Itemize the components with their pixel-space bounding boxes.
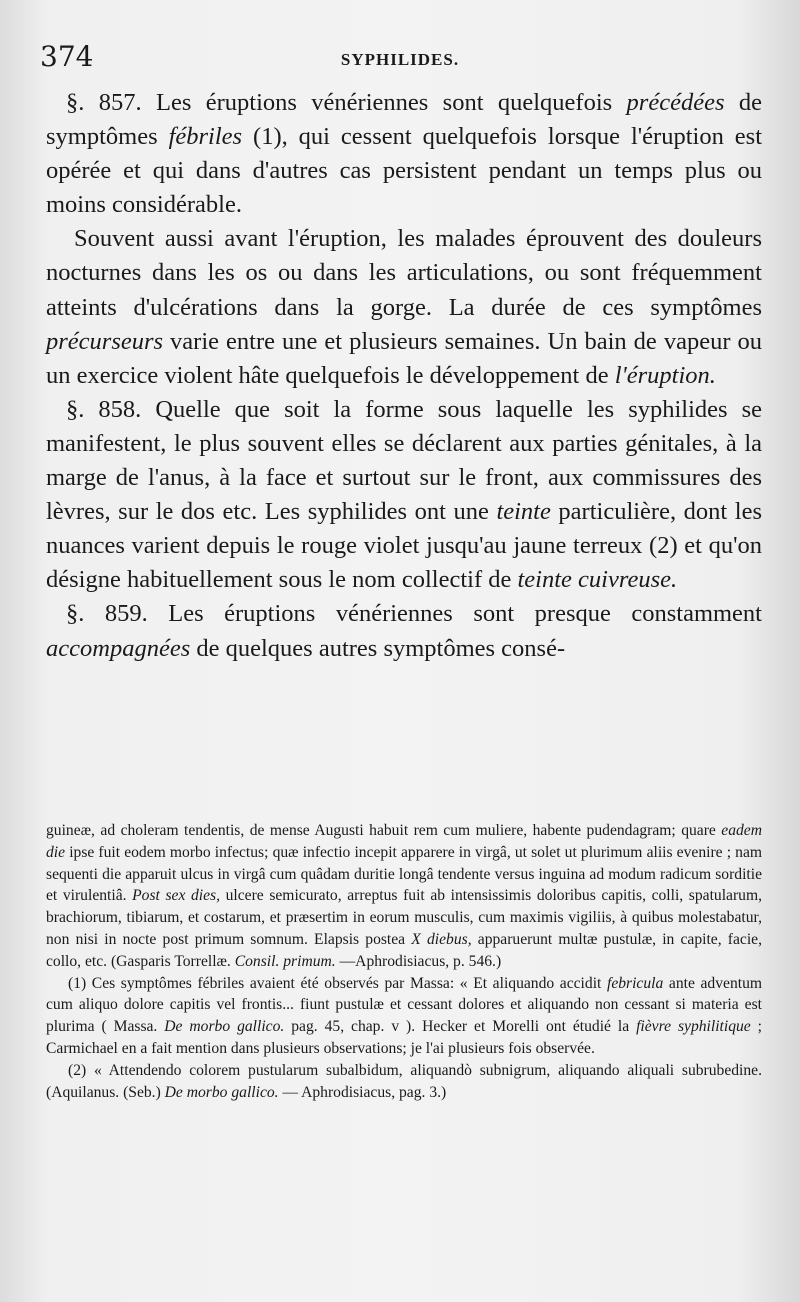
paragraph-859: §. 859. Les éruptions vénériennes sont presque constamment accompagnées de quelques autres symptômes consé- — [46, 600, 762, 662]
footnotes — [46, 820, 762, 1103]
paragraph-858: §. 858. Quelle que soit la forme sous laquelle les syphilides se manifestent, le plus souvent elles se déclarent aux parties génitales, à la marge de l'anus, à la face et surtout sur le front, aux commissures des lèvres, sur le dos etc. Les syphilides ont une teinte particulière, dont les nuances varient depuis le rouge violet jusqu'au jaune terreux (2) et qu'on désigne habituellement sous le nom collectif de teinte cuivreuse. — [46, 395, 762, 594]
footnote-continued: guineæ, ad choleram tendentis, de mense Augusti habuit rem cum muliere, habente pudendagram; quare eadem die ipse fuit eodem morbo infectus; quæ infectio incepit apparere in virgâ, ut solet ut plurimum aliis evenire ; nam sequenti die apparuit ulcus in virgâ cum quâdam duritie longâ tendente versus inguina ad modum radicum sorditie et virulentiâ. Post sex dies, ulcere semicurato, arreptus fuit ab intensissimis doloribus capitis, colli, spatularum, brachiorum, tibiarum, et costarum, et præsertim in eorum musculis, cum maximis vigiliis, à quibus molestabatur, non nisi in nocte post primum somnum. Elapsis postea X diebus, apparuerunt multæ pustulæ, in capite, facie, collo, etc. (Gasparis Torrellæ. Consil. primum. —Aphrodisiacus, p. 546.) — [46, 822, 762, 970]
page-number: 374 — [40, 40, 94, 73]
paragraph-857-continued: Souvent aussi avant l'éruption, les malades éprouvent des douleurs nocturnes dans les os ou dans les articulations, ou sont fréquemment atteints d'ulcérations dans la gorge. La durée de ces symptômes précurseurs varie entre une et plusieurs semaines. Un bain de vapeur ou un exercice violent hâte quelquefois le développement de l'éruption. — [46, 225, 762, 389]
footnote-1: (1) Ces symptômes fébriles avaient été observés par Massa: « Et aliquando accidit febricula ante adventum cum aliquo dolore capitis vel frontis... fiunt pustulæ et cessant dolores et aliquando non cessant si materia est plurima ( Massa. De morbo gallico. pag. 45, chap. v ). Hecker et Morelli ont étudié la fièvre syphilitique ; Carmichael en a fait mention dans plusieurs observations; je l'ai plusieurs fois observée. — [46, 974, 762, 1057]
running-head: SYPHILIDES. — [340, 50, 460, 69]
main-text — [46, 86, 762, 666]
page-header — [40, 40, 760, 80]
paragraph-857: §. 857. Les éruptions vénériennes sont quelquefois précédées de symptômes fébriles (1), qui cessent quelquefois lorsque l'éruption est opérée et qui dans d'autres cas persistent pendant un temps plus ou moins considérable. — [46, 89, 762, 219]
footnote-2: (2) « Attendendo colorem pustularum subalbidum, aliquandò subnigrum, aliquando aliquali subrubedine. (Aquilanus. (Seb.) De morbo gallico. — Aphrodisiacus, pag. 3.) — [46, 1061, 762, 1101]
